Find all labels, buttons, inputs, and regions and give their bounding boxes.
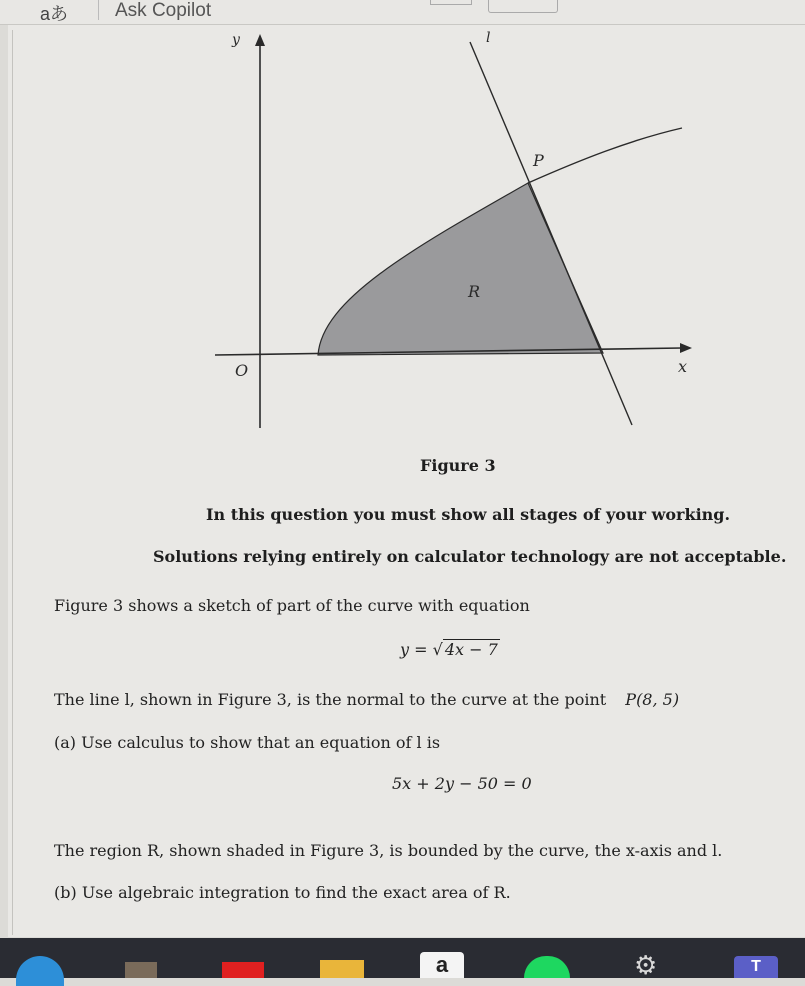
folder-icon[interactable] [320,960,364,978]
instruction-working: In this question you must show all stages of your working. [206,505,731,524]
taskbar [0,938,805,981]
curve-equation-radicand: 4x − 7 [444,640,498,659]
region-statement: The region R, shown shaded in Figure 3, is bounded by the curve, the x-axis and l. [54,841,723,860]
file-explorer-icon[interactable] [125,962,157,978]
ask-copilot-button[interactable]: Ask Copilot [115,0,212,21]
x-axis-arrow [680,343,692,353]
edge-icon[interactable] [16,956,64,986]
part-a: (a) Use calculus to show that an equation of l is [54,733,441,752]
point-p-label: P [533,151,544,170]
line-l-label: l [486,30,491,46]
sqrt-sign: √ [432,640,443,659]
settings-icon[interactable]: ⚙ [634,951,658,981]
normal-equation: 5x + 2y − 50 = 0 [392,774,532,793]
normal-statement-text: The line l, shown in Figure 3, is the normal to the curve at the point [54,690,607,709]
y-axis-arrow [255,34,265,46]
spotify-icon[interactable] [524,956,570,978]
amazon-icon[interactable]: a [420,952,464,978]
curve-equation [400,640,500,659]
figure-caption: Figure 3 [420,456,496,475]
instruction-calculator: Solutions relying entirely on calculator technology are not acceptable. [153,547,787,566]
translate-icon[interactable]: aあ [40,4,69,24]
toolbar-tab-2[interactable] [488,0,558,13]
top-toolbar [0,0,805,25]
x-axis-label: x [678,357,688,376]
question-intro: Figure 3 shows a sketch of part of the curve with equation [54,596,530,615]
youtube-icon[interactable] [222,962,264,978]
y-axis-label: y [232,32,240,48]
figure-3-graph [0,25,805,445]
part-b: (b) Use algebraic integration to find the exact area of R. [54,883,511,902]
normal-statement [54,690,679,709]
point-coordinates: P(8, 5) [625,690,680,709]
region-r-label: R [468,282,481,301]
region-r-shade [318,183,603,355]
toolbar-divider [98,0,99,20]
origin-label: O [235,361,249,380]
curve-equation-lhs: y = [400,640,433,659]
teams-icon[interactable]: T [734,956,778,978]
toolbar-tab[interactable] [430,0,472,5]
curve [528,128,682,183]
